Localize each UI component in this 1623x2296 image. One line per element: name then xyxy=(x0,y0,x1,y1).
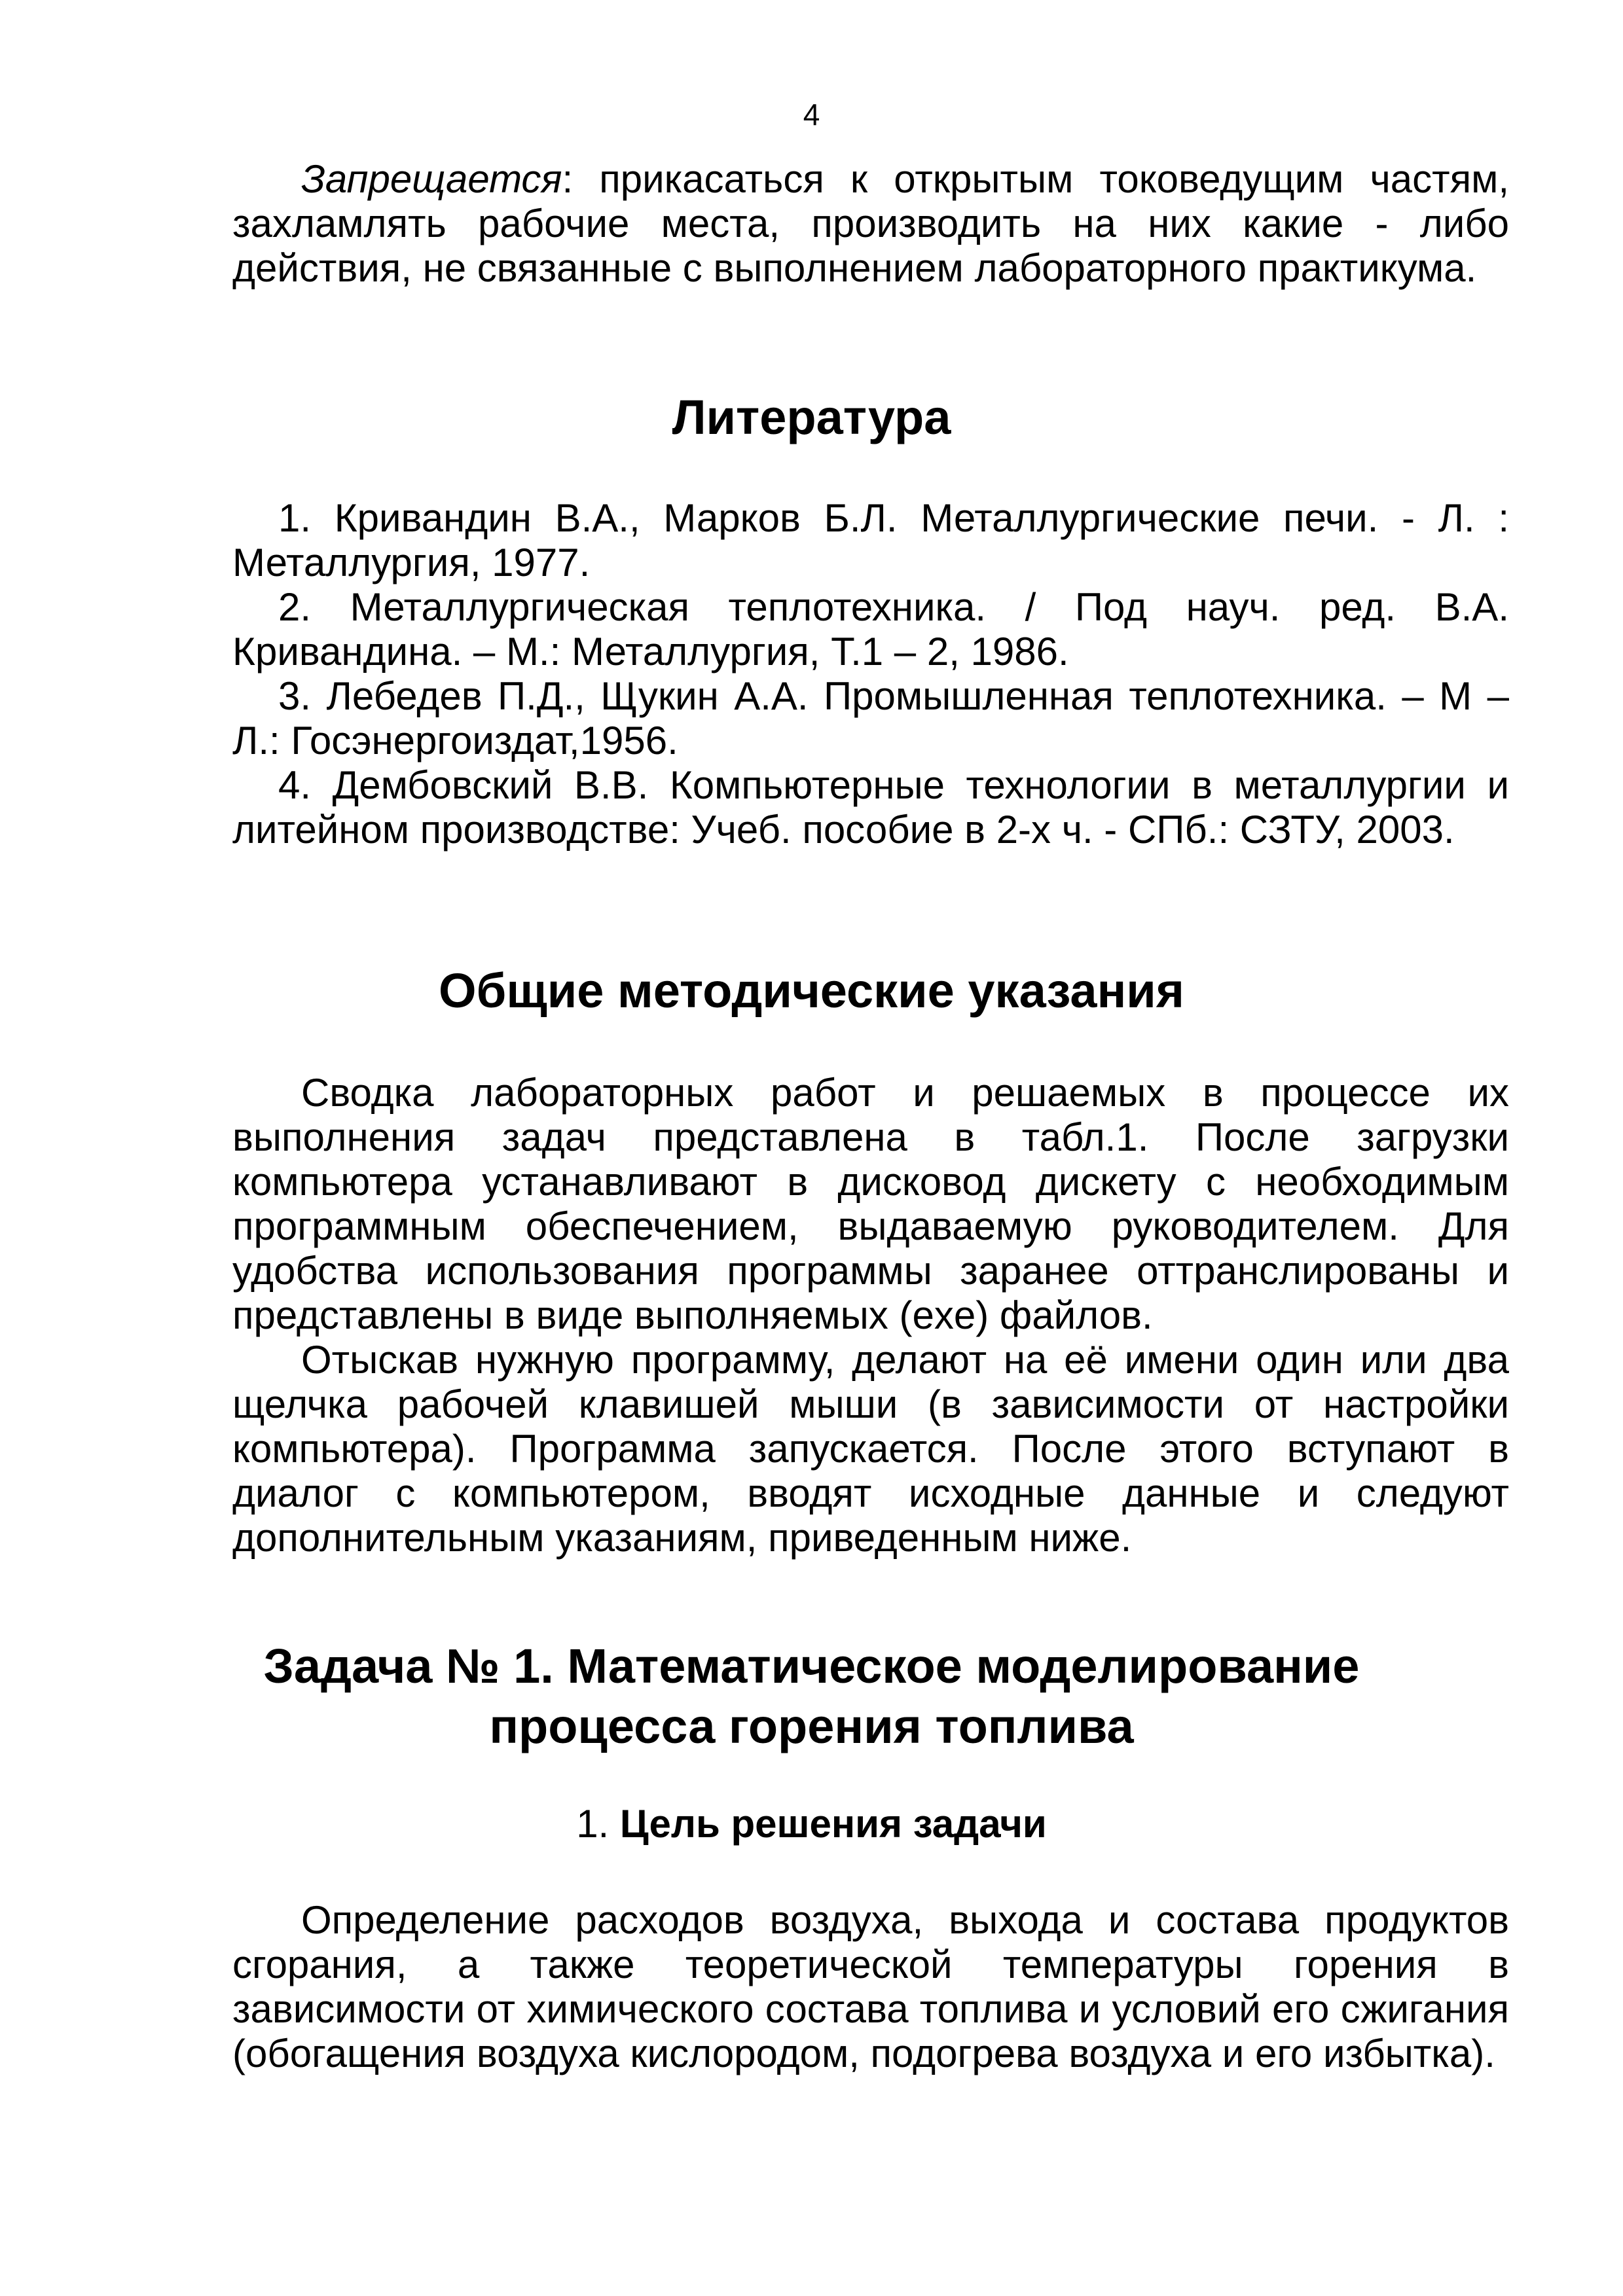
task-paragraph: Определение расходов воздуха, выхода и состава продуктов сгорания, а также теоретической температуры горения в зависимости от химического состава топлива и условий его сжигания (обогащения воздуха кислородом, подогрева воздуха и его избытка). xyxy=(232,1898,1509,2075)
general-heading: Общие методические указания xyxy=(439,963,1184,1018)
literature-item: 1. Кривандин В.А., Марков Б.Л. Металлургические печи. - Л. : Металлургия, 1977. xyxy=(232,496,1509,584)
intro-block xyxy=(232,157,1509,291)
task-heading-line: процесса горения топлива xyxy=(489,1699,1134,1753)
literature-item: 3. Лебедев П.Д., Щукин А.А. Промышленная теплотехника. – М – Л.: Госэнергоиздат,1956. xyxy=(232,674,1509,762)
intro-text: : прикасаться к открытым токоведущим частям, захламлять рабочие места, производить на них какие - либо действия, не связанные с выполнением лабораторного практикума. xyxy=(232,157,1509,290)
literature-list xyxy=(232,496,1509,852)
literature-heading: Литература xyxy=(672,390,951,444)
general-block xyxy=(232,1071,1509,1560)
literature-item: 4. Дембовский В.В. Компьютерные технологии в металлургии и литейном производстве: Учеб. пособие в 2-х ч. - СПб.: СЗТУ, 2003. xyxy=(232,763,1509,852)
task-heading xyxy=(0,1636,1623,1757)
prohibited-label: Запрещается xyxy=(301,157,562,201)
page-number: 4 xyxy=(803,98,820,132)
task-heading-line: Задача № 1. Математическое моделирование xyxy=(263,1639,1360,1693)
task-block xyxy=(232,1898,1509,2076)
intro-paragraph xyxy=(232,157,1509,291)
section-heading xyxy=(0,1801,1623,1847)
general-paragraph: Сводка лабораторных работ и решаемых в процессе их выполнения задач представлена в табл.1. После загрузки компьютера устанавливают в дисковод дискету с необходимым программным обеспечением, выдаваемую руководителем. Для удобства использования программы заранее оттранслированы и представлены в виде выполняемых (exe) файлов. xyxy=(232,1071,1509,1337)
section-title: Цель решения задачи xyxy=(619,1802,1047,1846)
literature-item: 2. Металлургическая теплотехника. / Под науч. ред. В.А. Кривандина. – М.: Металлургия, Т.1 – 2, 1986. xyxy=(232,585,1509,673)
general-paragraph: Отыскав нужную программу, делают на её имени один или два щелчка рабочей клавишей мыши (в зависимости от настройки компьютера). Программа запускается. После этого вступают в диалог с компьютером, вводят исходные данные и следуют дополнительным указаниям, приведенным ниже. xyxy=(232,1338,1509,1560)
section-number: 1. xyxy=(576,1802,610,1846)
